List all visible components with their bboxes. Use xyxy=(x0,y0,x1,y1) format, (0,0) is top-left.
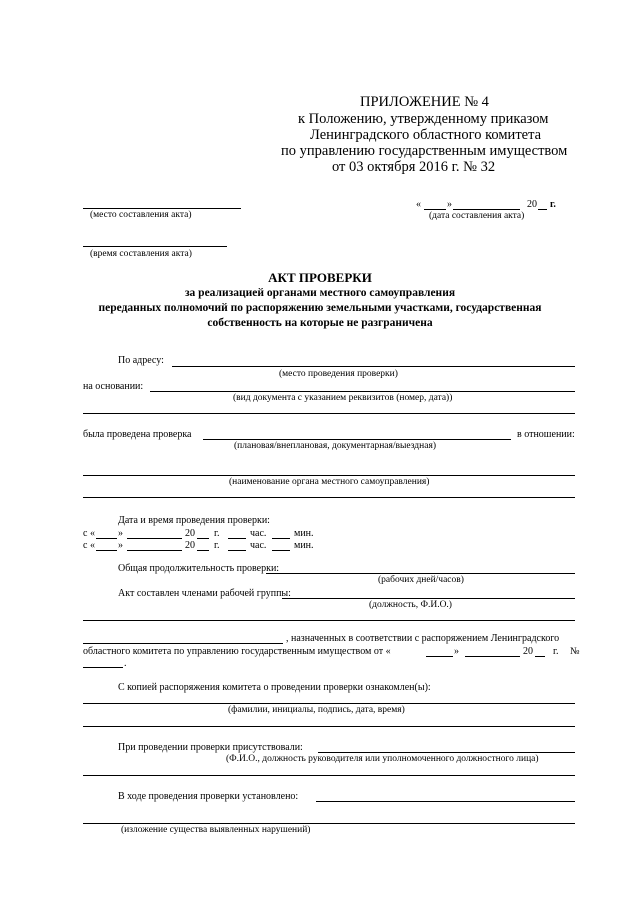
appointed-text: , назначенных в соответствии с распоряжением Ленинградского xyxy=(286,633,560,644)
dt1-day-line xyxy=(96,538,117,539)
body-caption: (наименование органа местного самоуправления) xyxy=(229,477,430,487)
date-year-suffix: г. xyxy=(550,199,556,210)
members-caption: (должность, Ф.И.О.) xyxy=(369,600,452,610)
established-line xyxy=(316,801,575,802)
act-subtitle-2: переданных полномочий по распоряжению земельными участками, государственная xyxy=(98,302,542,314)
members-label: Акт составлен членами рабочей группы: xyxy=(118,588,291,599)
members-line-2 xyxy=(83,620,575,621)
dt1-g: г. xyxy=(214,528,220,539)
dt2-hour-line xyxy=(228,550,246,551)
check-tail: в отношении: xyxy=(517,429,575,440)
appendix-line-5: от 03 октября 2016 г. № 32 xyxy=(332,159,496,175)
appendix-line-2: к Положению, утвержденному приказом xyxy=(298,111,549,127)
dt1-year: 20 xyxy=(185,528,195,539)
committee-year: 20 xyxy=(523,646,533,657)
dt1-from: с « xyxy=(83,528,95,539)
dt2-year: 20 xyxy=(185,540,195,551)
act-subtitle-1: за реализацией органами местного самоуправления xyxy=(184,287,456,299)
present-label: При проведении проверки присутствовали: xyxy=(118,742,303,753)
appendix-number: ПРИЛОЖЕНИЕ № 4 xyxy=(360,94,489,110)
date-close-quote: » xyxy=(447,199,452,210)
dt2-min-line xyxy=(272,550,290,551)
copy-label: С копией распоряжения комитета о проведении проверки ознакомлен(ы): xyxy=(118,682,431,693)
check-line xyxy=(203,439,511,440)
dt2-from: с « xyxy=(83,540,95,551)
committee-close: » xyxy=(454,646,459,657)
copy-caption: (фамилии, инициалы, подпись, дата, время) xyxy=(228,705,405,715)
committee-day-line xyxy=(426,656,453,657)
duration-line xyxy=(266,573,575,574)
established-line-2 xyxy=(83,823,575,824)
date-month-line xyxy=(453,209,520,210)
address-label: По адресу: xyxy=(118,355,164,366)
duration-label: Общая продолжительность проверки: xyxy=(118,563,280,574)
address-caption: (место проведения проверки) xyxy=(279,369,398,379)
dt2-min: мин. xyxy=(294,540,314,551)
present-line-2 xyxy=(83,775,575,776)
appointed-line xyxy=(83,643,283,644)
dt2-g: г. xyxy=(214,540,220,551)
date-year-prefix: 20 xyxy=(527,199,537,210)
copy-line-2 xyxy=(83,726,575,727)
dt2-year-line xyxy=(197,550,209,551)
basis-line-2 xyxy=(83,413,575,414)
time-caption: (время составления акта) xyxy=(90,249,192,259)
established-label: В ходе проведения проверки установлено: xyxy=(118,791,299,802)
check-label: была проведена проверка xyxy=(83,429,192,440)
dt2-day-line xyxy=(96,550,117,551)
committee-year-line xyxy=(535,656,545,657)
dt2-h: час. xyxy=(250,540,267,551)
datetime-label: Дата и время проведения проверки: xyxy=(118,515,270,526)
committee-no: № xyxy=(570,646,580,657)
act-subtitle-3: собственность на которые не разграничена xyxy=(207,317,433,329)
date-caption: (дата составления акта) xyxy=(429,211,525,221)
place-caption: (место составления акта) xyxy=(90,210,192,220)
dt1-min: мин. xyxy=(294,528,314,539)
check-caption: (плановая/внеплановая, документарная/выездная) xyxy=(234,441,436,451)
dt1-h: час. xyxy=(250,528,267,539)
basis-line xyxy=(150,391,575,392)
basis-caption: (вид документа с указанием реквизитов (номер, дата)) xyxy=(233,393,453,403)
committee-number-line xyxy=(83,667,123,668)
body-line-2 xyxy=(83,497,575,498)
committee-text: областного комитета по управлению государственным имуществом от « xyxy=(83,646,391,657)
time-line xyxy=(83,246,227,247)
date-year-line xyxy=(538,209,547,210)
address-line xyxy=(172,366,575,367)
copy-line xyxy=(83,703,575,704)
dt1-month-line xyxy=(127,538,182,539)
dt2-month-line xyxy=(127,550,182,551)
appendix-line-4: по управлению государственным имуществом xyxy=(281,143,568,159)
present-line xyxy=(318,752,575,753)
established-caption: (изложение существа выявленных нарушений) xyxy=(121,825,311,835)
present-caption: (Ф.И.О., должность руководителя или уполномоченного должностного лица) xyxy=(226,754,539,764)
committee-month-line xyxy=(465,656,520,657)
dt2-close: » xyxy=(118,540,123,551)
dt1-min-line xyxy=(272,538,290,539)
place-line xyxy=(83,208,241,209)
date-day-line xyxy=(424,209,446,210)
appendix-line-3: Ленинградского областного комитета xyxy=(310,127,542,143)
committee-dot: . xyxy=(124,658,127,669)
act-title: АКТ ПРОВЕРКИ xyxy=(268,270,372,285)
duration-caption: (рабочих дней/часов) xyxy=(378,575,464,585)
dt1-hour-line xyxy=(228,538,246,539)
body-line xyxy=(83,475,575,476)
members-line xyxy=(282,598,575,599)
date-open-quote: « xyxy=(416,199,421,210)
committee-g: г. xyxy=(553,646,559,657)
dt1-close: » xyxy=(118,528,123,539)
dt1-year-line xyxy=(197,538,209,539)
basis-label: на основании: xyxy=(83,381,144,392)
